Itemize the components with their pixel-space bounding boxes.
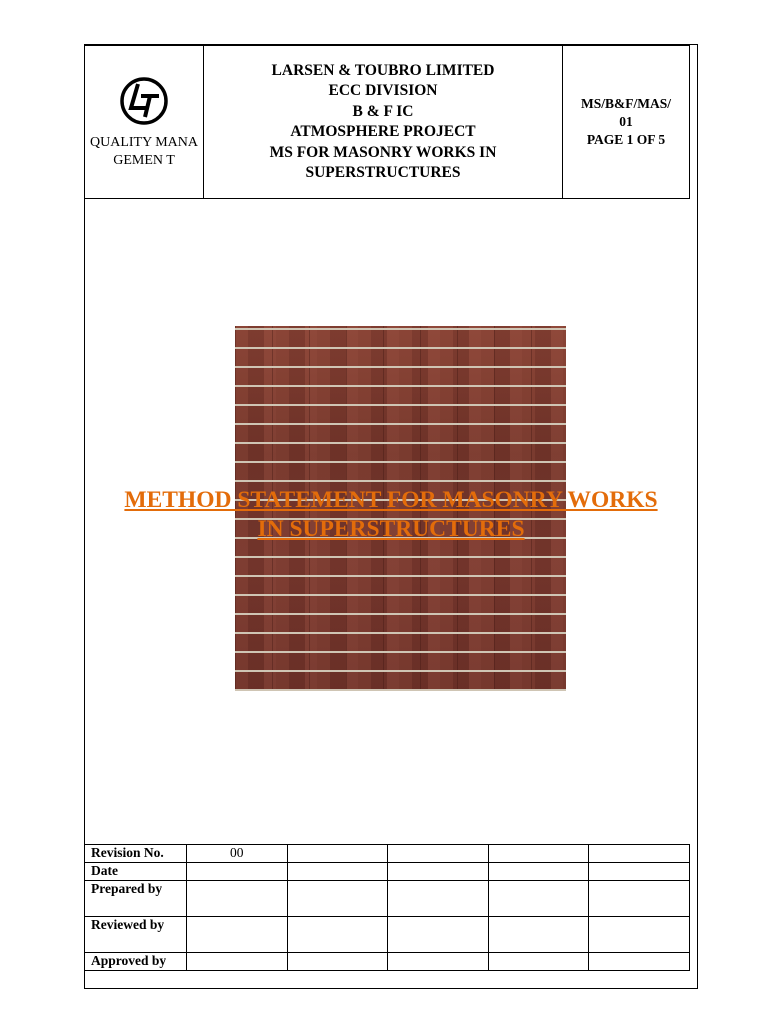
unit-name: B & F IC xyxy=(352,102,414,120)
company-name: LARSEN & TOUBRO LIMITED xyxy=(271,61,495,79)
logo-cell xyxy=(85,46,204,199)
prepared-by-label: Prepared by xyxy=(85,881,187,917)
table-row xyxy=(85,953,690,971)
project-name: ATMOSPHERE PROJECT xyxy=(290,123,476,140)
reviewed-by-value xyxy=(187,917,288,953)
approved-by-label: Approved by xyxy=(85,953,187,971)
table-row xyxy=(85,863,690,881)
reviewed-by-label: Reviewed by xyxy=(85,917,187,953)
revision-no-label: Revision No. xyxy=(85,845,187,863)
date-value xyxy=(187,863,288,881)
approved-by-value xyxy=(187,953,288,971)
table-row xyxy=(85,845,690,863)
revision-no-value: 00 xyxy=(187,845,288,863)
date-label: Date xyxy=(85,863,187,881)
title-line-2: IN SUPERSTRUCTURES xyxy=(257,516,525,542)
doc-ref-line-2: 01 xyxy=(619,114,633,129)
subject-line-1: MS FOR MASONRY WORKS IN xyxy=(269,143,497,161)
division-name: ECC DIVISION xyxy=(328,82,438,99)
quality-management-label: QUALITY MANAGEMEN T xyxy=(90,135,198,168)
header-title-cell xyxy=(204,46,563,199)
lt-logo-icon xyxy=(119,76,169,126)
document-header xyxy=(84,45,690,199)
table-row xyxy=(85,881,690,917)
doc-ref-line-1: MS/B&F/MAS/ xyxy=(581,96,671,111)
prepared-by-value xyxy=(187,881,288,917)
revision-table xyxy=(84,844,690,971)
table-row xyxy=(85,917,690,953)
doc-ref-cell xyxy=(563,46,690,199)
title-line-1: METHOD STATEMENT FOR MASONRY WORKS xyxy=(124,487,658,513)
document-title xyxy=(84,486,698,544)
subject-line-2: SUPERSTRUCTURES xyxy=(305,164,461,181)
page-label: PAGE 1 OF 5 xyxy=(586,132,666,147)
